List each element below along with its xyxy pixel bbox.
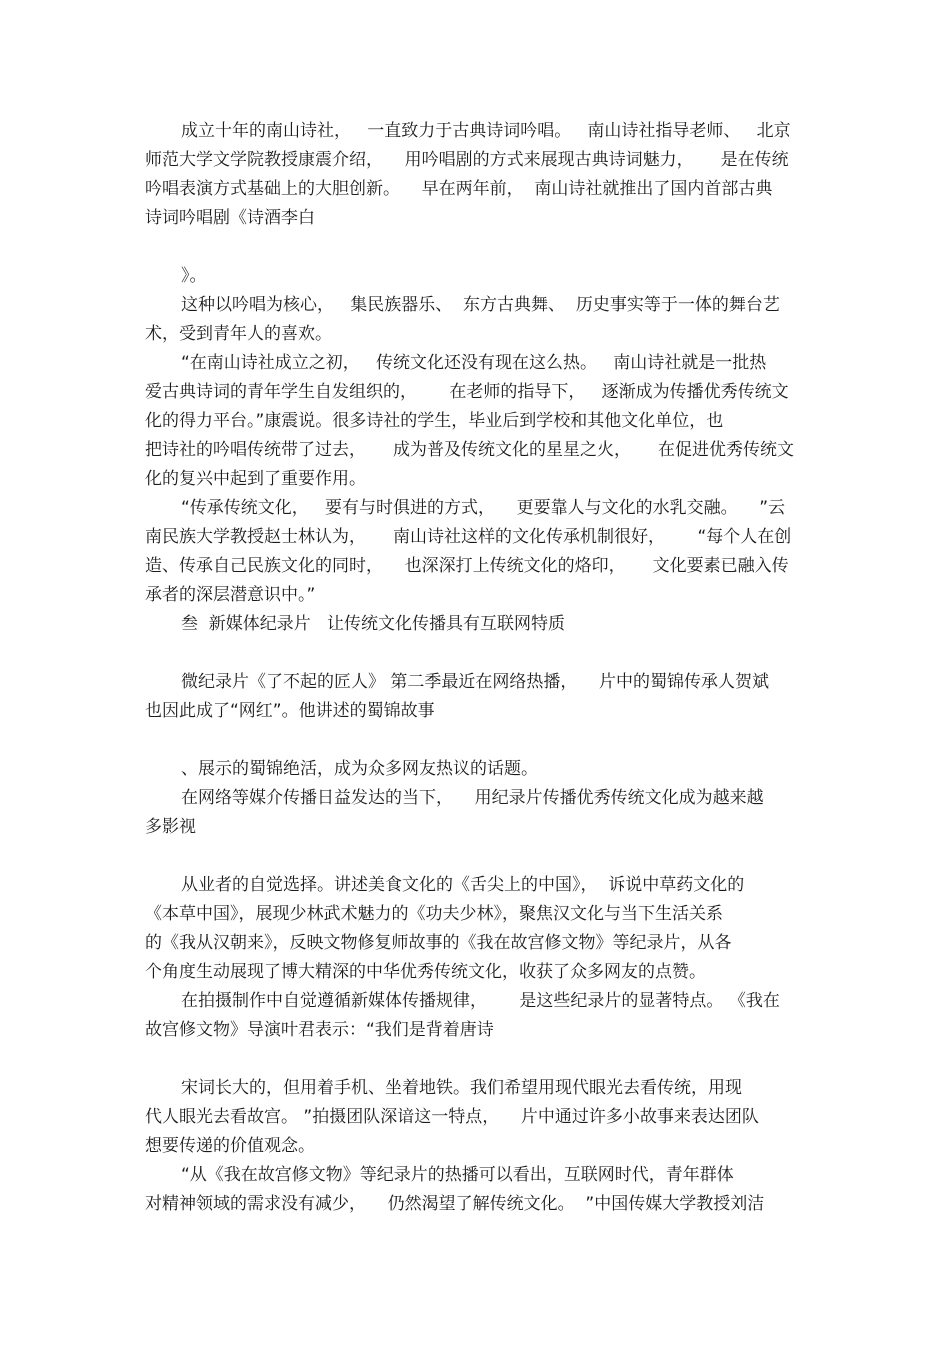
- text-line: 从业者的自觉选择。讲述美食文化的《舌尖上的中国》， 诉说中草药文化的: [181, 875, 745, 895]
- text-line: 承者的深层潜意识中。”: [145, 585, 316, 605]
- text-line: 成立十年的南山诗社， 一直致力于古典诗词吟唱。 南山诗社指导老师、 北京: [181, 121, 791, 141]
- text-line: 在网络等媒介传播日益发达的当下， 用纪录片传播优秀传统文化成为越来越: [181, 788, 764, 808]
- text-line: 》。: [181, 266, 207, 286]
- text-line: 术，受到青年人的喜欢。: [145, 324, 332, 344]
- text-line: 爱古典诗词的青年学生自发组织的， 在老师的指导下， 逐渐成为传播优秀传统文: [145, 382, 789, 402]
- text-line: 的《我从汉朝来》，反映文物修复师故事的《我在故宫修文物》等纪录片，从各: [145, 933, 732, 953]
- text-line: 想要传递的价值观念。: [145, 1136, 315, 1156]
- text-line: 把诗社的吟唱传统带了过去， 成为普及传统文化的星星之火， 在促进优秀传统文: [145, 440, 795, 460]
- text-line: “在南山诗社成立之初， 传统文化还没有现在这么热。 南山诗社就是一批热: [181, 353, 767, 373]
- text-line: 造、传承自己民族文化的同时， 也深深打上传统文化的烙印， 文化要素已融入传: [145, 556, 789, 576]
- text-line: 师范大学文学院教授康震介绍， 用吟唱剧的方式来展现古典诗词魅力， 是在传统: [145, 150, 789, 170]
- text-line: 诗词吟唱剧《诗酒李白: [145, 208, 315, 228]
- text-line: 化的得力平台。”康震说。很多诗社的学生，毕业后到学校和其他文化单位，也: [145, 411, 724, 431]
- text-line: 宋词长大的，但用着手机、坐着地铁。我们希望用现代眼光去看传统，用现: [181, 1078, 742, 1098]
- text-line: 在拍摄制作中自觉遵循新媒体传播规律， 是这些纪录片的显著特点。 《我在: [181, 991, 780, 1011]
- section-heading: 叁 新媒体纪录片 让传统文化传播具有互联网特质: [181, 614, 566, 634]
- text-line: 化的复兴中起到了重要作用。: [145, 469, 366, 489]
- text-line: 《本草中国》，展现少林武术魅力的《功夫少林》，聚焦汉文化与当下生活关系: [145, 904, 723, 924]
- text-line: 对精神领域的需求没有减少， 仍然渴望了解传统文化。 ”中国传媒大学教授刘洁: [145, 1194, 765, 1214]
- text-line: 南民族大学教授赵士林认为， 南山诗社这样的文化传承机制很好， “每个人在创: [145, 527, 792, 547]
- text-line: “传承传统文化， 要有与时俱进的方式， 更要靠人与文化的水乳交融。 ”云: [181, 498, 786, 518]
- text-line: “从《我在故宫修文物》等纪录片的热播可以看出，互联网时代，青年群体: [181, 1165, 734, 1185]
- text-line: 也因此成了“网红”。他讲述的蜀锦故事: [145, 701, 435, 721]
- text-line: 故宫修文物》导演叶君表示：“我们是背着唐诗: [145, 1020, 494, 1040]
- text-line: 吟唱表演方式基础上的大胆创新。 早在两年前， 南山诗社就推出了国内首部古典: [145, 179, 773, 199]
- text-line: 代人眼光去看故宫。 ”拍摄团队深谙这一特点， 片中通过许多小故事来表达团队: [145, 1107, 759, 1127]
- text-line: 多影视: [145, 817, 196, 837]
- text-line: 、展示的蜀锦绝活，成为众多网友热议的话题。: [181, 759, 538, 779]
- text-line: 个角度生动展现了博大精深的中华优秀传统文化，收获了众多网友的点赞。: [145, 962, 706, 982]
- text-line: 微纪录片《了不起的匠人》 第二季最近在网络热播， 片中的蜀锦传承人贺斌: [181, 672, 770, 692]
- text-line: 这种以吟唱为核心， 集民族器乐、 东方古典舞、 历史事实等于一体的舞台艺: [181, 295, 780, 315]
